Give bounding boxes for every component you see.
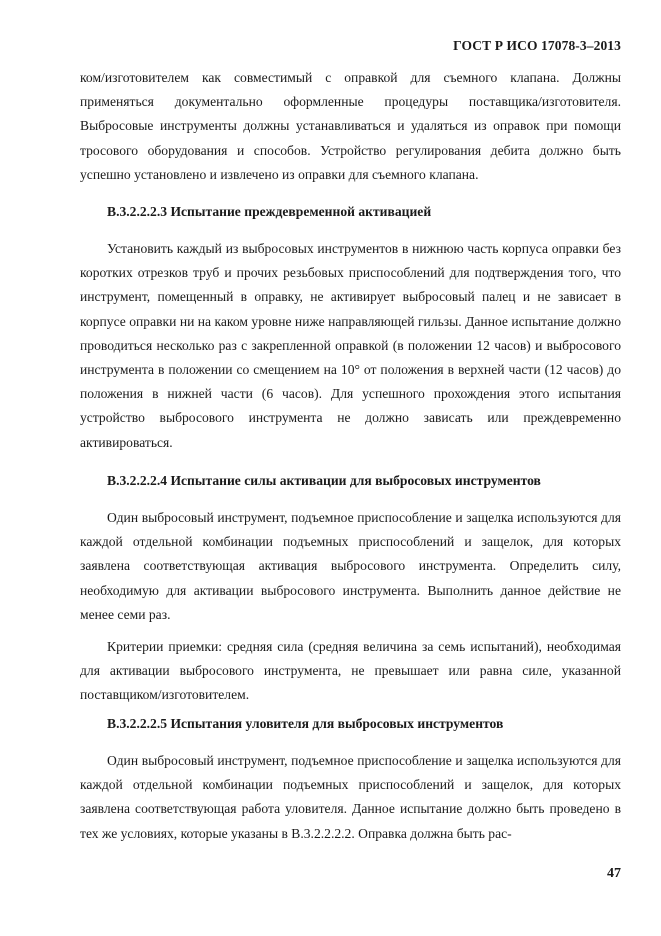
text-block-continuation (80, 66, 621, 187)
page-number: 47 (607, 866, 621, 881)
section-heading: B.3.2.2.2.4 Испытание силы активации для выбросовых инструментов (107, 473, 541, 488)
section-b32225 (80, 712, 621, 736)
section-heading: B.3.2.2.2.5 Испытания уловителя для выбросовых инструментов (107, 716, 504, 731)
section-b32224-body (80, 506, 621, 708)
paragraph: Установить каждый из выбросовых инструментов в нижнюю часть корпуса оправки без коротких отрезков труб и прочих резьбовых приспособлений для подтверждения того, что инструмент, помещенный в оправку, не активирует выбросовый палец и не зависает в корпусе оправки ни на каком уровне ниже направляющей гильзы. Данное испытание должно проводиться несколько раз с закрепленной оправкой (в положении 12 часов) и выбросового инструмента в положении со смещением на 10° от положения в верхней части (12 часов) до положения в нижней части (6 часов). Для успешного прохождения этого испытания устройство выбросового инструмента не должно зависать или преждевременно активироваться. (80, 241, 621, 450)
paragraph-acceptance-criteria: Критерии приемки: средняя сила (средняя величина за семь испытаний), необходимая для активации выбросового инструмента, не превышает или равна силе, указанной поставщиком/изготовителем. (80, 639, 621, 703)
paragraph: Один выбросовый инструмент, подъемное приспособление и защелка используются для каждой отдельной комбинации подъемных приспособлений и защелок, для которых заявлена соответствующая активация выбросового инструмента. Определить силу, необходимую для активации выбросового инструмента. Выполнить данное действие не менее семи раз. (80, 510, 621, 622)
section-b32224 (80, 469, 621, 493)
section-b32223-body (80, 237, 621, 455)
section-heading: B.3.2.2.2.3 Испытание преждевременной активацией (107, 204, 432, 219)
paragraph-continuation: ком/изготовителем как совместимый с оправкой для съемного клапана. Должны применяться документально оформленные процедуры поставщика/изготовителя. Выбросовые инструменты должны устанавливаться и удаляться из оправок при помощи тросового оборудования и способов. Устройство регулирования дебита должно быть успешно установлено и извлечено из оправки для съемного клапана. (80, 70, 621, 182)
section-b32223 (80, 200, 621, 224)
paragraph: Один выбросовый инструмент, подъемное приспособление и защелка используются для каждой отдельной комбинации подъемных приспособлений и защелок, для которых заявлена соответствующая работа уловителя. Данное испытание должно быть проведено в тех же условиях, которые указаны в B.3.2.2.2.2. Оправка должна быть рас- (80, 753, 621, 841)
standard-designation: ГОСТ Р ИСО 17078-3–2013 (453, 38, 621, 53)
section-b32225-body (80, 749, 621, 846)
